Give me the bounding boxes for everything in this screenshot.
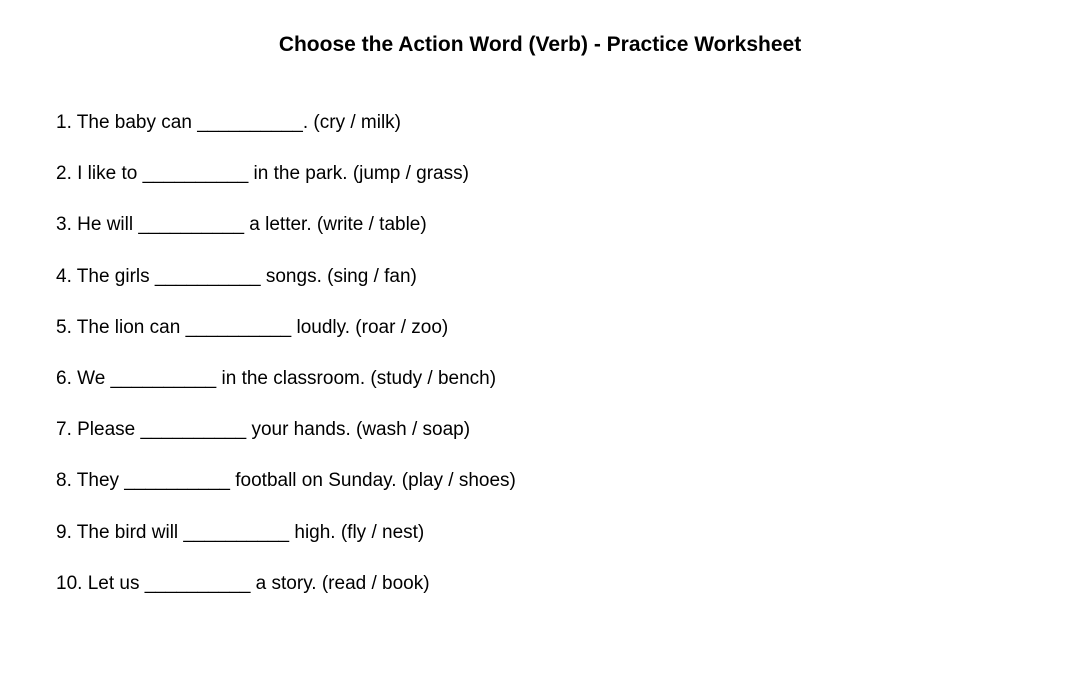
question-item-9: 9. The bird will __________ high. (fly / nest) xyxy=(56,521,425,543)
question-list xyxy=(56,109,516,621)
question-item-5: 5. The lion can __________ loudly. (roar / zoo) xyxy=(56,316,449,338)
question-item-6: 6. We __________ in the classroom. (study / bench) xyxy=(56,367,497,389)
worksheet-title: Choose the Action Word (Verb) - Practice Worksheet xyxy=(278,33,802,56)
question-item-1: 1. The baby can __________. (cry / milk) xyxy=(56,112,402,133)
question-item-10: 10. Let us __________ a story. (read / book) xyxy=(56,572,430,594)
question-item-4: 4. The girls __________ songs. (sing / fan) xyxy=(56,265,417,287)
question-item-2: 2. I like to __________ in the park. (jump / grass) xyxy=(56,163,469,185)
question-item-8: 8. They __________ football on Sunday. (play / shoes) xyxy=(56,470,516,492)
question-item-7: 7. Please __________ your hands. (wash / soap) xyxy=(56,419,471,441)
question-item-3: 3. He will __________ a letter. (write / table) xyxy=(56,214,427,236)
